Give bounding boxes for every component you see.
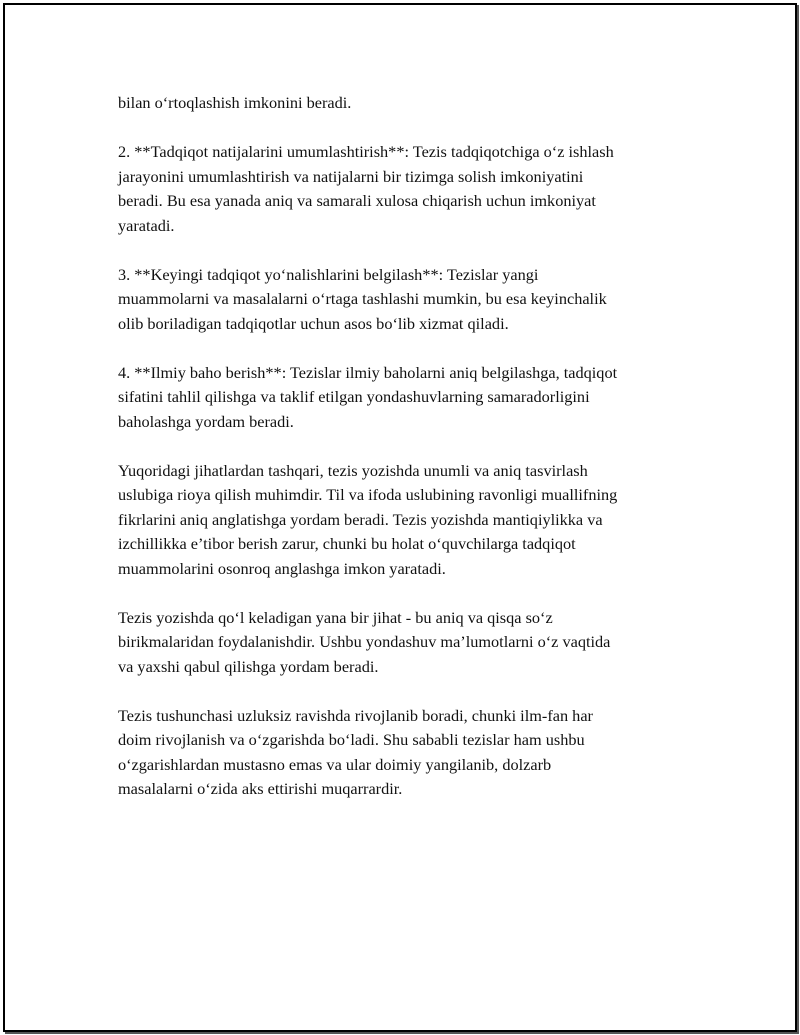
paragraph-concise: Tezis yozishda qo‘l keladigan yana bir jihat - bu aniq va qisqa so‘z birikmalaridan foydalanishdir. Ushbu yondashuv ma’lumotlarni o‘z vaqtida va yaxshi qabul qilishga yordam beradi. <box>118 607 611 676</box>
paragraph-item-4: 4. **Ilmiy baho berish**: Tezislar ilmiy baholarni aniq belgilashga, tadqiqot sifatini tahlil qilishga va taklif etilgan yondashuvlarning samaradorligini baholashga yordam beradi. <box>118 362 618 431</box>
paragraph-style: Yuqoridagi jihatlardan tashqari, tezis yozishda unumli va aniq tasvirlash uslubiga rioya qilish muhimdir. Til va ifoda uslubining ravonligi muallifning fikrlarini aniq anglatishga yordam beradi. Tezis yozishda mantiqiylikka va izchillikka e’tibor berish zarur, chunki bu holat o‘quvchilarga tadqiqot muammolarini osonroq anglashga imkon yaratadi. <box>118 460 618 578</box>
paragraph-item-3: 3. **Keyingi tadqiqot yo‘nalishlarini belgilash**: Tezislar yangi muammolarni va masalalarni o‘rtaga tashlashi mumkin, bu esa keyinchalik olib boriladigan tadqiqotlar uchun asos bo‘lib xizmat qiladi. <box>118 264 607 333</box>
paragraph-evolution: Tezis tushunchasi uzluksiz ravishda rivojlanib boradi, chunki ilm-fan har doim rivojlanish va o‘zgarishda bo‘ladi. Shu sababli tezislar ham ushbu o‘zgarishlardan mustasno emas va ular doimiy yangilanib, dolzarb masalalarni o‘zida aks ettirishi muqarrardir. <box>118 705 593 798</box>
paragraph-continuation: bilan o‘rtoqlashish imkonini beradi. <box>118 93 352 112</box>
document-body <box>118 91 698 826</box>
paragraph-item-2: 2. **Tadqiqot natijalarini umumlashtirish**: Tezis tadqiqotchiga o‘z ishlash jarayonini umumlashtirish va natijalarni bir tizimga solish imkoniyatini beradi. Bu esa yanada aniq va samarali xulosa chiqarish uchun imkoniyat yaratadi. <box>118 142 614 235</box>
